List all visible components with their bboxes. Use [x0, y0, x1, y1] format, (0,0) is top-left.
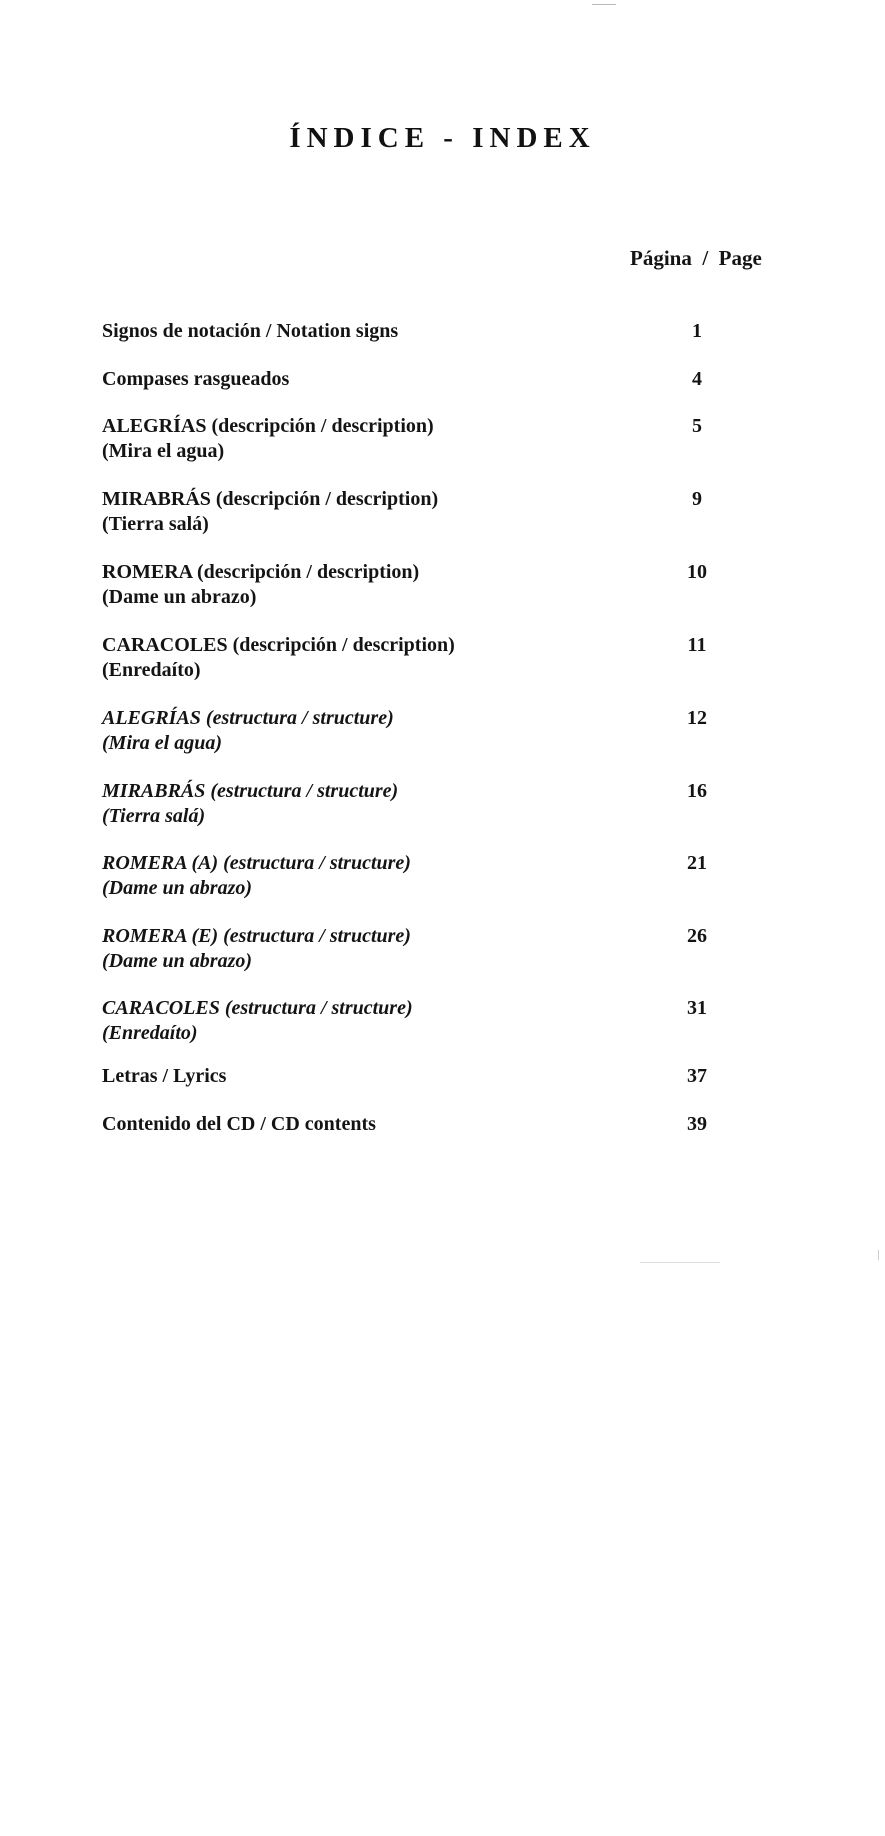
entry-page-number: 31: [687, 997, 707, 1019]
entry-title-line: ROMERA (E) (estructura / structure): [102, 925, 411, 947]
entry-title: [102, 996, 622, 1046]
entry-page-number: 12: [687, 707, 707, 729]
entry-title-line: Compases rasgueados: [102, 368, 290, 390]
entry-title: [102, 560, 622, 610]
entry-title-line: CARACOLES (estructura / structure): [102, 997, 413, 1019]
entry-title-line: ALEGRÍAS (descripción / description): [102, 415, 434, 437]
entry-title: [102, 924, 622, 974]
scan-speck: [592, 4, 616, 5]
entry-title: [102, 319, 622, 344]
entry-page-number: 10: [687, 561, 707, 583]
entry-title-line: ALEGRÍAS (estructura / structure): [102, 707, 394, 729]
entry-subtitle-line: (Enredaíto): [102, 1022, 198, 1044]
entry-page-number: 9: [692, 488, 702, 510]
entry-title: [102, 1112, 622, 1137]
entry-page-number: 39: [687, 1113, 707, 1135]
entry-subtitle-line: (Tierra salá): [102, 805, 206, 827]
entry-title: [102, 414, 622, 464]
entry-page-number: 16: [687, 780, 707, 802]
entry-page-number: 21: [687, 852, 707, 874]
entry-page-number: 4: [692, 368, 702, 390]
entry-title: [102, 487, 622, 537]
entry-subtitle-line: (Dame un abrazo): [102, 950, 253, 972]
entry-title: [102, 1064, 622, 1089]
entry-title-line: Contenido del CD / CD contents: [102, 1113, 376, 1135]
entry-subtitle-line: (Mira el agua): [102, 732, 222, 754]
entry-subtitle-line: (Dame un abrazo): [102, 877, 253, 899]
entry-subtitle-line: (Tierra salá): [102, 513, 209, 535]
page-title: ÍNDICE - INDEX: [289, 122, 596, 154]
entry-page-number: 11: [687, 634, 707, 656]
entry-subtitle-line: (Dame un abrazo): [102, 586, 257, 608]
entry-title: [102, 779, 622, 829]
entry-subtitle-line: (Mira el agua): [102, 440, 225, 462]
entry-title-line: ROMERA (A) (estructura / structure): [102, 852, 411, 874]
entry-title-line: CARACOLES (descripción / description): [102, 634, 455, 656]
scan-speck: [640, 1262, 720, 1263]
entry-title-line: ROMERA (descripción / description): [102, 561, 420, 583]
entry-page-number: 37: [687, 1065, 707, 1087]
entry-title-line: MIRABRÁS (estructura / structure): [102, 780, 399, 802]
entry-page-number: 26: [687, 925, 707, 947]
entry-title-line: MIRABRÁS (descripción / description): [102, 488, 439, 510]
entry-title: [102, 706, 622, 756]
entry-title: [102, 851, 622, 901]
scan-speck: [878, 1250, 879, 1260]
entry-title: [102, 633, 622, 683]
entry-title-line: Signos de notación / Notation signs: [102, 320, 399, 342]
entry-page-number: 1: [692, 320, 702, 342]
page-column-header: Página / Page: [630, 246, 762, 270]
entry-page-number: 5: [692, 415, 702, 437]
entry-title-line: Letras / Lyrics: [102, 1065, 227, 1087]
entry-title: [102, 367, 622, 392]
entry-subtitle-line: (Enredaíto): [102, 659, 201, 681]
